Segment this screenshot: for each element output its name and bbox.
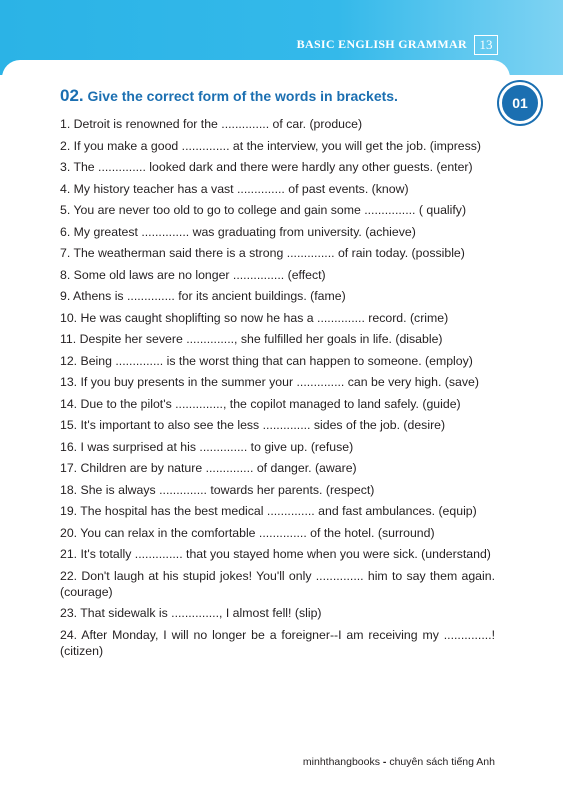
question-item: 20. You can relax in the comfortable .............. of the hotel. (surround) [60, 525, 435, 540]
question-item: 8. Some old laws are no longer ............... (effect) [60, 267, 326, 282]
question-item: 23. That sidewalk is .............., I almost fell! (slip) [60, 606, 322, 620]
exercise-number: 02. [60, 86, 84, 105]
question-item: 13. If you buy presents in the summer your .............. can be very high. (save) [60, 375, 479, 389]
question-item: 15. It's important to also see the less .............. sides of the job. (desire) [60, 418, 446, 432]
question-item: 9. Athens is .............. for its ancient buildings. (fame) [60, 289, 346, 303]
footer-tagline: chuyên sách tiếng Anh [389, 756, 495, 768]
question-item: 16. I was surprised at his .............. to give up. (refuse) [60, 439, 354, 454]
question-item: 4. My history teacher has a vast .............. of past events. (know) [60, 181, 409, 196]
question-item: 17. Children are by nature .............. of danger. (aware) [60, 461, 357, 475]
question-item: 10. He was caught shoplifting so now he has a .............. record. (crime) [60, 310, 449, 325]
question-item: 18. She is always .............. towards her parents. (respect) [60, 482, 375, 497]
question-item: 22. Don't laugh at his stupid jokes! You'll only .............. him to say them again. (courage) [60, 568, 495, 599]
question-item: 11. Despite her severe .............., she fulfilled her goals in life. (disable) [60, 332, 443, 346]
exercise-heading [60, 86, 398, 106]
exercise-instruction: Give the correct form of the words in brackets. [87, 88, 398, 104]
question-item: 21. It's totally .............. that you stayed home when you were sick. (understand) [60, 547, 491, 561]
header-title: BASIC ENGLISH GRAMMAR [296, 37, 467, 51]
question-item: 24. After Monday, I will no longer be a foreigner--I am receiving my ..............! (citizen) [60, 627, 495, 658]
question-item: 14. Due to the pilot's .............., the copilot managed to land safely. (guide) [60, 396, 461, 411]
footer-separator: - [379, 756, 390, 768]
question-item: 3. The .............. looked dark and there were hardly any other guests. (enter) [60, 160, 473, 174]
question-item: 2. If you make a good .............. at the interview, you will get the job. (impress) [60, 138, 482, 153]
footer-credit [303, 756, 495, 768]
question-list [60, 116, 495, 664]
question-item: 19. The hospital has the best medical .............. and fast ambulances. (equip) [60, 504, 477, 518]
question-item: 7. The weatherman said there is a strong .............. of rain today. (possible) [60, 246, 465, 260]
question-item: 12. Being .............. is the worst thing that can happen to someone. (employ) [60, 353, 473, 368]
question-item: 6. My greatest .............. was graduating from university. (achieve) [60, 224, 416, 239]
page-number: 13 [474, 35, 498, 55]
question-item: 1. Detroit is renowned for the .............. of car. (produce) [60, 117, 363, 131]
question-item: 5. You are never too old to go to college and gain some ............... ( qualify) [60, 203, 467, 217]
footer-brand: minhthangbooks [302, 756, 380, 768]
section-badge: 01 [499, 82, 541, 124]
